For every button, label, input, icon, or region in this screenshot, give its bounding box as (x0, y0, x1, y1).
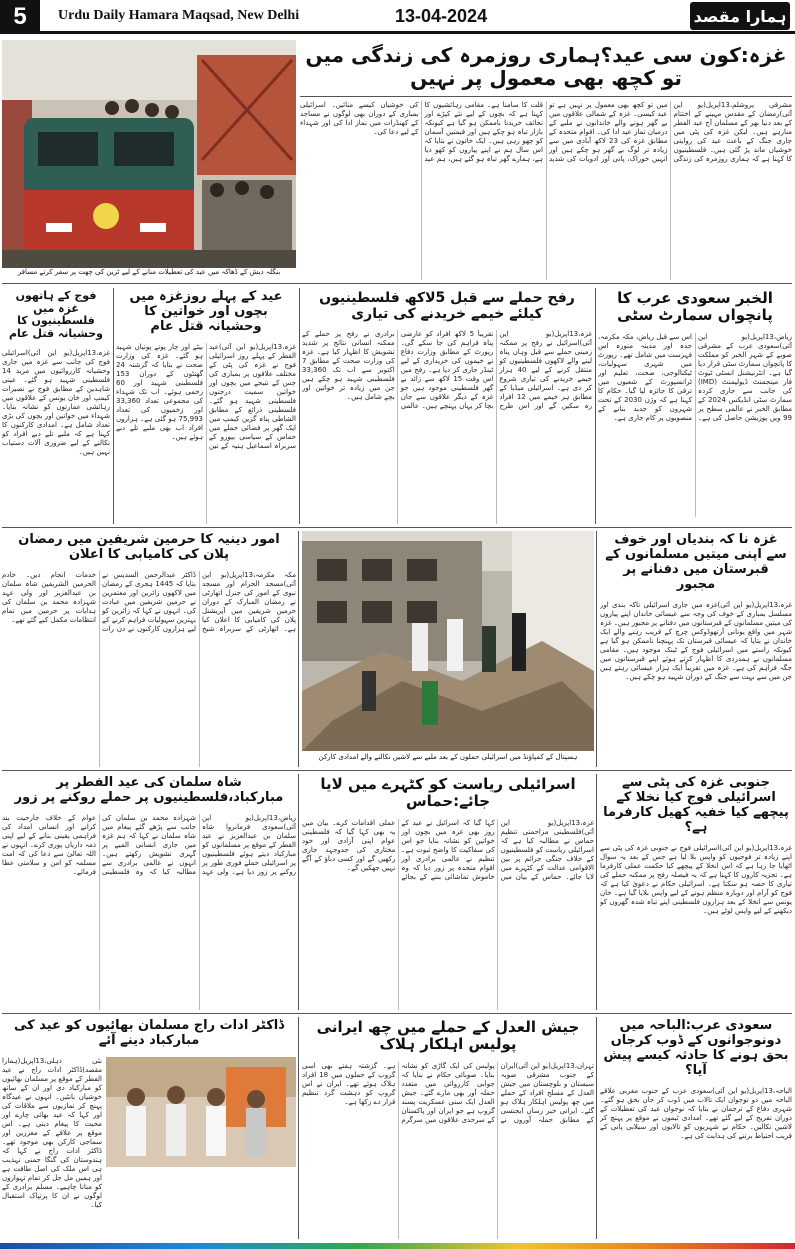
divider (298, 1017, 299, 1239)
footer-color-bar (0, 1243, 795, 1249)
eid-meeting-photo (106, 1057, 296, 1167)
article-headline: سعودی عرب:الباحہ میں دونوجوانوں کے ڈوب کرجاں بحق ہونے کا حادثہ کیسے پیش آیا؟ (603, 1018, 789, 1078)
article-body: تہران،13اپریل(یو این آئی)ایران کے جنوب مشرقی صوبہ سیستان و بلوچستان میں جیش العدل کے مسلح افراد کے حملے میں چھ پولیس اہلکار ہلاک ہو گئے۔ ایرانی خبر رساں ایجنسی کے مطابق حملہ آوروں نے پولیس کی ایک گاڑی کو نشانہ بنایا۔ صوبائی حکام نے بتایا کہ جوابی کارروائی میں متعدد حملہ آور بھی مارے گئے۔ جیش العدل ایک سنی عسکریت پسند گروپ ہے جو ایران اور پاکستان کے سرحدی علاقوں میں سرگرم ہے۔ گزشتہ ہفتے بھی اسی گروپ کے حملوں میں 18 افراد ہلاک ہوئے تھے۔ ایران نے اس گروپ کو دہشت گرد تنظیم قرار دے رکھا ہے۔ (302, 1061, 594, 1124)
article-body: نئی دہلی،13اپریل(ہمارا مقصد)ڈاکٹر ادات راج نے عید الفطر کے موقع پر مسلمان بھائیوں کو مبارکباد دی اور ان کے ساتھ خوشیاں بانٹیں۔ انہوں نے عیدگاہ پہنچ کر نمازیوں سے ملاقات کی اور کہا کہ عید بھائی چارے اور محبت کا پیغام دیتی ہے۔ اس موقع پر علاقے کے معززین اور سماجی کارکن بھی موجود تھے۔ ڈاکٹر ادات راج نے کہا کہ ہندوستان کی گنگا جمنی تہذیب ہی اس ملک کی اصل طاقت ہے اور ہمیں مل جل کر تمام تہواروں کو منانا چاہیے۔ مسلم برادری کے لوگوں نے ان کا پرتپاک استقبال کیا۔ (2, 1056, 102, 1209)
debris-photo (302, 531, 594, 751)
divider (299, 288, 300, 524)
article-saudi-king (2, 774, 296, 1010)
train-image (2, 40, 296, 268)
newspaper-logo: ہمارا مقصد (690, 2, 790, 30)
article-body: غزہ،13اپریل(یو این آئی)اسرائیلی فوج کی جانب سے غزہ میں جاری وحشیانہ کارروائیوں میں مزید 14 فلسطینی شہید ہو گئے۔ عینی شاہدین کے مطابق فوج نے نصیرات کیمپ اور خان یونس کے علاقوں میں رہائشی عمارتوں کو نشانہ بنایا۔ شہداء میں خواتین اور بچوں کی بڑی تعداد شامل ہے۔ امدادی کارکنوں کا کہنا ہے کہ ملبے تلے دبے افراد کو نکالنے کے لیے ضروری آلات دستیاب نہیں ہیں۔ (2, 348, 110, 456)
divider (595, 288, 596, 524)
article-headline: عید کے پہلے روزغزہ میں بچوں اور خواتین کا وحشیانہ قتل عام (129, 289, 283, 334)
divider (596, 774, 597, 1010)
page-number: 5 (0, 0, 40, 34)
divider (596, 531, 597, 767)
issue-date: 13-04-2024 (395, 6, 488, 26)
article-headline: فوج کے ہاتھوں غزہ میں فلسطینیوں کا وحشیانہ قتل عام (8, 289, 104, 340)
article-saudi-smart-city (598, 288, 792, 524)
article-headline: الخبر سعودی عرب کا پانچواں سمارٹ سٹی (617, 289, 773, 325)
divider (2, 770, 792, 771)
article-eid-first-day (116, 288, 296, 524)
divider (2, 1013, 792, 1014)
article-body: غزہ،13اپریل(یو این آئی)عید الفطر کے پہلے روز اسرائیلی فوج نے غزہ کی پٹی کے مختلف علاقوں پر بمباری کی جس کے نتیجے میں بچوں اور خواتین سمیت درجنوں فلسطینی شہید ہو گئے۔ فلسطینی ذرائع کے مطابق الشاطی پناہ گزین کیمپ میں ایک گھر پر فضائی حملے میں حماس کے سیاسی بیورو کے سربراہ اسماعیل ہنیہ کے تین بیٹے اور چار پوتے پوتیاں شہید ہو گئے۔ غزہ کی وزارت صحت نے بتایا کہ گزشتہ 24 گھنٹوں کے دوران 153 فلسطینی شہید اور 60 زخمی ہوئے۔ اب تک شہداء کی مجموعی تعداد 33,360 اور زخمیوں کی تعداد 75,993 ہو گئی ہے۔ ہزاروں افراد اب بھی ملبے تلے دبے ہوئے ہیں۔ (116, 342, 296, 450)
article-headline: غزہ:کون سی عید؟ہماری روزمرہ کی زندگی میں تو کچھ بھی معمول پر نہیں (300, 40, 792, 97)
article-body: غزہ،13اپریل(یو این آئی)اسرائیل نے رفح پر ممکنہ زمینی حملے سے قبل وہاں پناہ لینے والے لاکھوں فلسطینیوں کو منتقل کرنے کے لیے 40 ہزار خیمے خریدنے کی تیاری شروع کر دی ہے۔ اسرائیلی میڈیا کے مطابق ہر خیمے میں 12 افراد رہ سکیں گے اور اس طرح تقریباً 5 لاکھ افراد کو عارضی پناہ فراہم کی جا سکے گی۔ رپورٹ کے مطابق وزارت دفاع نے خیموں کی خریداری کے لیے ٹینڈر جاری کر دیا ہے۔ رفح میں اس وقت 15 لاکھ سے زائد بے گھر فلسطینی موجود ہیں جو غزہ کے دیگر علاقوں سے جان بچا کر یہاں پہنچے ہیں۔ عالمی برادری نے رفح پر حملے کے ممکنہ انسانی نتائج پر شدید تشویش کا اظہار کیا ہے۔ غزہ کی وزارت صحت کے مطابق 7 اکتوبر سے اب تک 33,360 فلسطینی شہید ہو چکے ہیں جن میں زیادہ تر خواتین اور بچے شامل ہیں۔ (302, 330, 592, 411)
divider (2, 527, 792, 528)
article-hamas-israel (302, 774, 594, 1010)
article-headline: جیش العدل کے حملے میں چھ ایرانی پولیس اہلکار ہلاک (316, 1018, 580, 1054)
article-army-gaza (2, 288, 110, 524)
article-body: الباحہ،13اپریل(یو این آئی)سعودی عرب کے جنوب مغربی علاقے الباحہ میں دو نوجوان ایک تالاب میں ڈوب کر جاں بحق ہو گئے۔ شہری دفاع کے ترجمان نے بتایا کہ نوجوان عید کی تعطیلات کے دوران تفریح کے لیے گئے تھے۔ امدادی ٹیموں نے موقع پر پہنچ کر لاشیں نکالیں۔ حکام نے شہریوں کو تالابوں اور سیلابی پانی کے قریب احتیاط برتنے کی ہدایت کی ہے۔ (600, 1086, 792, 1140)
article-headline: ڈاکٹر ادات راج مسلمان بھائیوں کو عید کی مبارکباد دینے آئے (13, 1018, 284, 1048)
article-headline: غزہ نا کہ بندیاں اور خوف سے اپنی میتیں مسلمانوں کے قبرستان میں دفنانے پر مجبور (605, 532, 787, 592)
divider (298, 531, 299, 767)
debris-photo-caption: ہسپتال کے کمپاؤنڈ میں اسرائیلی حملوں کے بعد ملبے سے لاشیں نکالنے والے امدادی کارکن (318, 753, 578, 761)
article-headline: امور دینیہ کا حرمین شریفین میں رمضان پلان کی کامیابی کا اعلان (18, 532, 280, 562)
article-south-gaza (600, 774, 792, 1010)
article-haramain (2, 531, 296, 767)
train-photo-caption: بنگلہ دیش کے ڈھاکہ میں عید کی تعطیلات منانے کے لیے ٹرین کی چھت پر سفر کرتے مسافر (17, 268, 281, 276)
article-gaza-eid (300, 40, 792, 280)
article-body: مشرقی یروشلم،13اپریل(یو این آئی)رمضان کے مقدس مہینے کے اختتام کے بعد دنیا بھر کے مسلمان آج عید الفطر منارہے ہیں۔ لیکن غزہ کی پٹی میں جاری جنگ کے باعث عید کی روایتی خوشیاں ماند پڑ گئی ہیں۔ فلسطینیوں کا کہنا ہے کہ ہماری روزمرہ کی زندگی میں تو کچھ بھی معمول پر نہیں ہے تو عید کیسی۔ غزہ کے شمالی علاقوں میں بے گھر ہونے والے خاندانوں نے ملبے کے درمیان نماز عید ادا کی۔ اقوام متحدہ کے مطابق غزہ کی 23 لاکھ آبادی میں سے زیادہ تر لوگ بے گھر ہو چکے ہیں اور انہیں خوراک، پانی اور ادویات کی شدید قلت کا سامنا ہے۔ مقامی رہائشیوں کا کہنا ہے کہ بچوں کے لیے نئے کپڑے اور تحائف خریدنا ناممکن ہو گیا ہے کیونکہ بازار تباہ ہو چکے ہیں اور قیمتیں آسمان کو چھو رہی ہیں۔ ایک خاتون نے بتایا کہ اس سال ہم نے اپنے پیاروں کو کھو دیا ہے، ہمارے گھر تباہ ہو گئے ہیں، ہم عید کی خوشیاں کیسے منائیں۔ اسرائیلی بمباری کے دوران بھی لوگوں نے مساجد کے کھنڈرات میں نماز ادا کی اور شہداء کے لیے دعا کی۔ (300, 101, 792, 163)
article-saudi-drowning (600, 1017, 792, 1239)
article-body: غزہ،13اپریل(یو این آئی)فلسطینی مزاحمتی تنظیم حماس نے مطالبہ کیا ہے کہ اسرائیلی ریاست کو فلسطینیوں کے خلاف جنگی جرائم پر بین الاقوامی عدالت کے کٹہرے میں لایا جائے۔ حماس کے بیان میں کہا گیا کہ اسرائیل نے عید کے روز بھی غزہ میں بچوں اور خواتین کو نشانہ بنایا جو اس کی سفاکیت کا واضح ثبوت ہے۔ تنظیم نے عالمی برادری اور اقوام متحدہ پر زور دیا کہ وہ خاموش تماشائی بننے کے بجائے عملی اقدامات کرے۔ بیان میں یہ بھی کہا گیا کہ فلسطینی عوام اپنی آزادی اور خود مختاری کی جدوجہد جاری رکھیں گے اور کسی دباؤ کے آگے نہیں جھکیں گے۔ (302, 818, 594, 881)
article-headline: جنوبی غزہ کی پٹی سے اسرائیلی فوج کیا نخلا کے پیچھے کیا خفیہ کھیل کارفرما ہے؟ (603, 775, 789, 835)
divider (298, 774, 299, 1010)
article-body: مکہ مکرمہ،13اپریل(یو این آئی)مسجد الحرام اور مسجد نبوی کے امور کی جنرل اتھارٹی نے رمضان المبارک کے دوران حرمین شریفین میں آپریشنل پلان کی کامیابی کا اعلان کیا ہے۔ اتھارٹی کے سربراہ شیخ ڈاکٹر عبدالرحمن السدیس نے بتایا کہ 1445 ہجری کے رمضان میں لاکھوں زائرین اور معتمرین نے حرمین شریفین میں عبادت کی۔ انہوں نے کہا کہ زائرین کو بہترین سہولیات فراہم کرنے کے لیے ہزاروں کارکنوں نے دن رات خدمات انجام دیں۔ خادم الحرمین الشریفین شاہ سلمان بن عبدالعزیز اور ولی عہد شہزادہ محمد بن سلمان کی ہدایات پر حرمین میں تمام انتظامات مکمل کیے گئے تھے۔ (2, 570, 296, 633)
article-body: ریاض،13اپریل(یو این آئی)سعودی فرمانروا شاہ سلمان بن عبدالعزیز نے عید الفطر کے موقع پر مسلمانوں کو مبارکباد دیتے ہوئے فلسطینیوں پر اسرائیلی حملے فوری طور پر روکنے پر زور دیا ہے۔ ولی عہد شہزادہ محمد بن سلمان کی جانب سے پڑھے گئے پیغام میں شاہ سلمان نے کہا کہ ہم غزہ میں جاری انسانی المیے پر گہری تشویش رکھتے ہیں۔ انہوں نے عالمی برادری سے مطالبہ کیا کہ وہ فلسطینی عوام کے خلاف جارحیت بند کرانے اور انسانی امداد کی فراہمی یقینی بنانے کے لیے اپنی ذمہ داریاں پوری کرے۔ انہوں نے اللہ تعالیٰ سے دعا کی کہ امت مسلمہ کو امن و سلامتی عطا فرمائے۔ (2, 813, 296, 876)
article-rafah-tents (302, 288, 592, 524)
eid-meeting-image (106, 1057, 296, 1167)
masthead (0, 0, 795, 34)
article-headline: شاہ سلمان کی عید الفطر پر مبارکباد،فلسطینیوں پر حملے روکنے پر زور (14, 775, 284, 805)
article-headline: رفح حملے سے قبل 5لاکھ فلسطینیوں کیلئے خیمے خریدنے کی تیاری (319, 290, 575, 323)
article-body: غزہ،13اپریل(یو این آئی)غزہ میں جاری اسرائیلی ناکہ بندی اور مسلسل بمباری کے خوف کی وجہ سے عیسائی خاندان اپنے پیاروں کی میتیں مسلمانوں کے قبرستانوں میں دفنانے پر مجبور ہیں۔ غزہ شہر میں واقع یونانی آرتھوڈوکس چرچ کے قریب رہنے والے ایک خاندان نے بتایا کہ عیسائی قبرستان تک پہنچنا ناممکن ہو گیا ہے کیونکہ راستے میں اسرائیلی فوج کے ٹینک موجود ہیں۔ مقامی مسلمانوں نے ہمدردی کا اظہار کرتے ہوئے اپنے قبرستانوں میں جگہ فراہم کی ہے۔ غزہ میں تقریباً ایک ہزار عیسائی رہتے ہیں جن میں سے بہت سے جنگ کے دوران شہید ہو چکے ہیں۔ (600, 600, 792, 681)
article-gaza-forced-burial (600, 531, 792, 767)
article-body: غزہ،13اپریل(یو این آئی)اسرائیلی فوج نے جنوبی غزہ کی پٹی سے اپنے زیادہ تر فوجیوں کو واپس بلا لیا ہے جس کے بعد یہ سوال اٹھایا جا رہا ہے کہ اس انخلا کے پیچھے کیا حکمت عملی کارفرما ہے۔ تجزیہ کاروں کا کہنا ہے کہ یہ فیصلہ رفح پر ممکنہ حملے کی تیاری کا حصہ ہو سکتا ہے۔ اسرائیلی حکام نے دعویٰ کیا ہے کہ فوج کو آرام اور دوبارہ منظم ہونے کے لیے واپس بلایا گیا ہے۔ خان یونس سے انخلا کے بعد ہزاروں فلسطینی اپنے تباہ شدہ گھروں کو دیکھنے کے لیے واپس لوٹے ہیں۔ (600, 843, 792, 915)
divider (596, 1017, 597, 1239)
article-jaish-adl (302, 1017, 594, 1239)
divider (2, 283, 792, 284)
debris-image (302, 531, 594, 751)
article-body: ریاض،13اپریل(یو این آئی)سعودی عرب کے مشرقی صوبے کے شہر الخبر کو مملکت کا پانچواں سمارٹ سٹی قرار دیا گیا ہے۔ انٹرنیشنل انسٹی ٹیوٹ فار مینجمنٹ ڈیولپمنٹ (IMD) کی جانب سے جاری کردہ سمارٹ سٹی انڈیکس 2024 کے مطابق الخبر نے عالمی سطح پر 99 ویں پوزیشن حاصل کی ہے۔ اس سے قبل ریاض، مکہ مکرمہ، جدہ اور مدینہ منورہ اس فہرست میں شامل تھے۔ رپورٹ میں شہری سہولیات، ٹیکنالوجی، صحت، تعلیم اور ٹرانسپورٹ کے شعبوں میں ترقی کا جائزہ لیا گیا۔ حکام کا کہنا ہے کہ وژن 2030 کے تحت شہروں کو جدید بنانے کے منصوبوں پر کام جاری ہے۔ (598, 332, 792, 422)
train-photo (2, 40, 296, 268)
article-dr-adat (2, 1017, 296, 1239)
article-headline: اسرائیلی ریاست کو کٹہرے میں لایا جائے:حماس (320, 775, 576, 811)
newspaper-title: Urdu Daily Hamara Maqsad, New Delhi (58, 8, 300, 23)
divider (113, 288, 114, 524)
